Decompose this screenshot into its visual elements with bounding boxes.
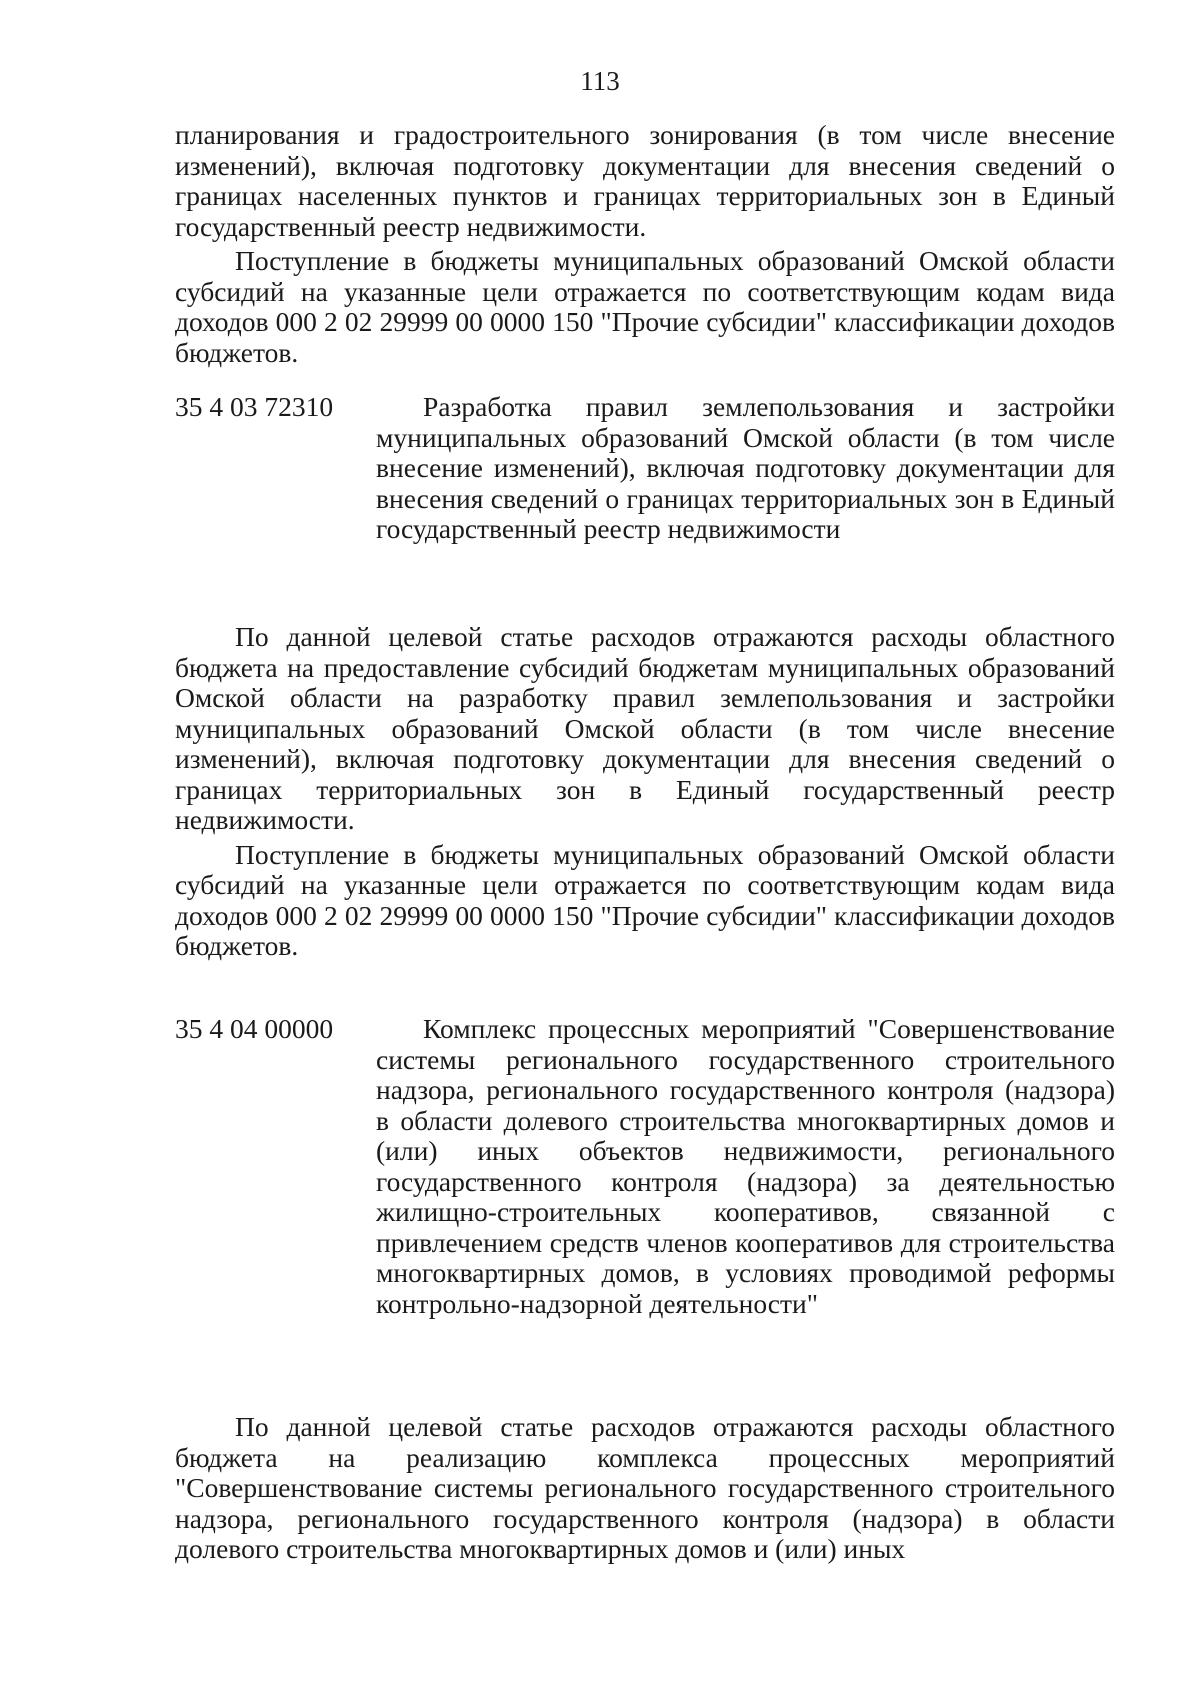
entry-title: Разработка правил землепользования и застройки муниципальных образований Омской области (в том числе внесение изменений), включая подготовку документации для внесения сведений о границах территориальных зон в Единый государственный реестр недвижимости: [376, 391, 1115, 544]
entry-description-72310: [175, 622, 1115, 962]
intro-section: [175, 120, 1115, 368]
page-number: 113: [580, 66, 620, 96]
intro-paragraph-continuation: планирования и градостроительного зонирования (в том числе внесение изменений), включая подготовку документации для внесения сведений о границах населенных пунктов и границах территориальных зон в Единый государственный реестр недвижимости.: [175, 119, 1115, 242]
expense-paragraph: По данной целевой статье расходов отражаются расходы областного бюджета на предоставление субсидий бюджетам муниципальных образований Омской области на разработку правил землепользования и застройки муниципальных образований Омской области (в том числе внесение изменений), включая подготовку документации для внесения сведений о границах территориальных зон в Единый государственный реестр недвижимости.: [175, 621, 1115, 835]
expense-paragraph: По данной целевой статье расходов отражаются расходы областного бюджета на реализацию комплекса процессных мероприятий "Совершенствование системы регионального государственного строительного надзора, регионального государственного контроля (надзора) в области долевого строительства многоквартирных домов и (или) иных: [175, 1411, 1115, 1564]
entry-description-00000: [175, 1412, 1115, 1565]
intro-paragraph-income: Поступление в бюджеты муниципальных образований Омской области субсидий на указанные цели отражается по соответствующим кодам вида доходов 000 2 02 29999 00 0000 150 "Прочие субсидии" классификации доходов бюджетов.: [175, 245, 1115, 368]
entry-title: Комплекс процессных мероприятий "Совершенствование системы регионального государственного строительного надзора, регионального государственного контроля (надзора) в области долевого строительства многоквартирных домов и (или) иных объектов недвижимости, регионального государственного контроля (надзора) за деятельностью жилищно-строительных кооперативов, связанной с привлечением средств членов кооперативов для строительства многоквартирных домов, в условиях проводимой реформы контрольно-надзорной деятельности": [376, 1013, 1115, 1319]
entry-code: 35 4 04 00000: [175, 1013, 334, 1044]
income-paragraph: Поступление в бюджеты муниципальных образований Омской области субсидий на указанные цели отражается по соответствующим кодам вида доходов 000 2 02 29999 00 0000 150 "Прочие субсидии" классификации доходов бюджетов.: [175, 838, 1115, 961]
entry-code: 35 4 03 72310: [175, 391, 334, 422]
